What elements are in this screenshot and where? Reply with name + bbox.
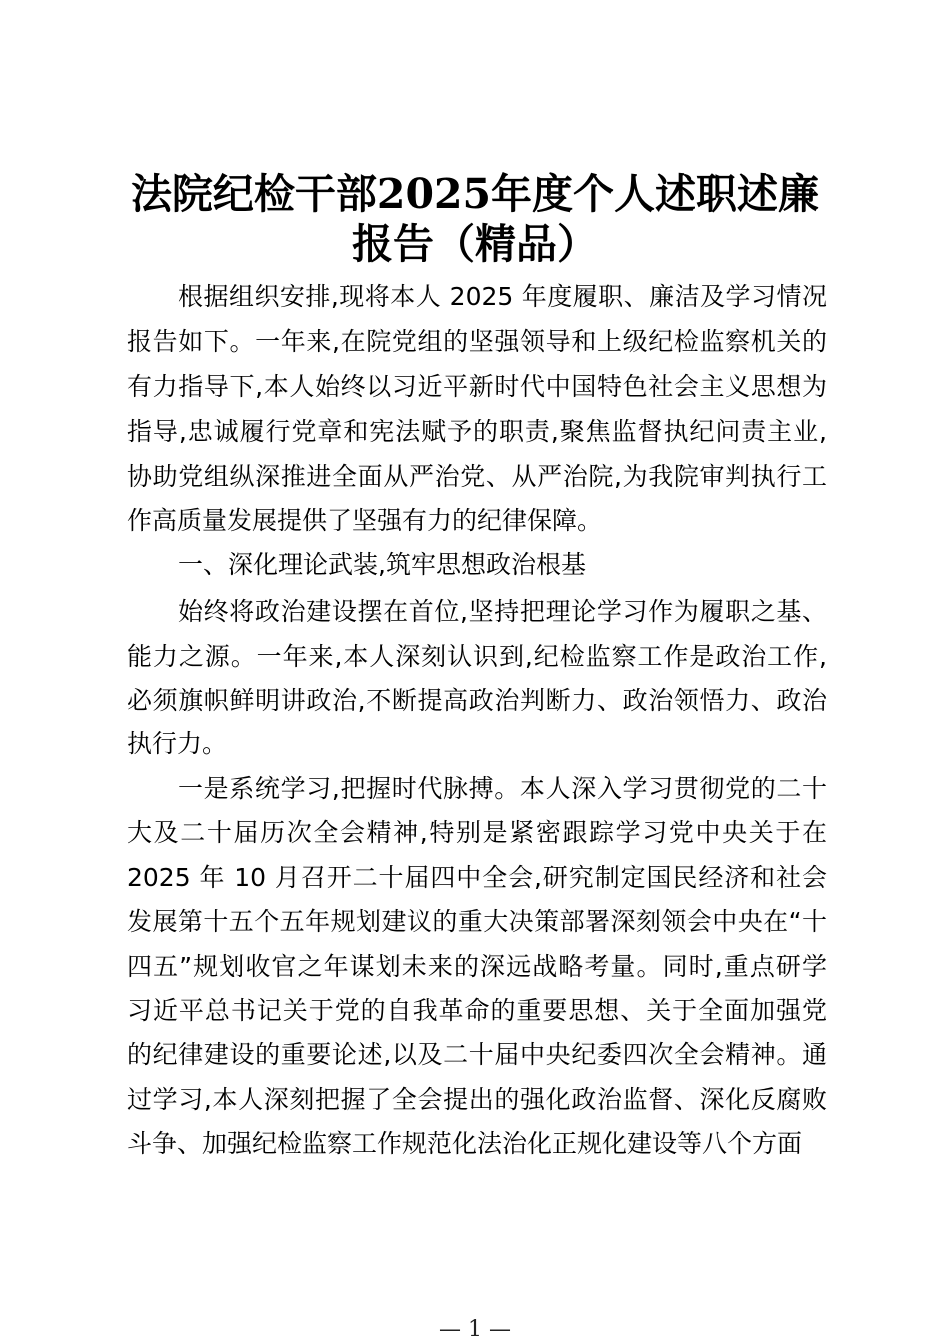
- body-line: 作高质量发展提供了坚强有力的纪律保障。: [127, 506, 603, 535]
- body-line: 必须旗帜鲜明讲政治,不断提高政治判断力、政治领悟力、政治: [127, 686, 827, 715]
- body-line: 斗争、加强纪检监察工作规范化法治化正规化建设等八个方面: [127, 1129, 803, 1158]
- document-title-line-1: 法院纪检干部2025年度个人述职述廉: [130, 170, 820, 218]
- body-line: 习近平总书记关于党的自我革命的重要思想、关于全面加强党: [127, 996, 827, 1025]
- body-line: 发展第十五个五年规划建议的重大决策部署深刻领会中央在“十: [127, 907, 827, 936]
- body-line: 执行力。: [127, 729, 228, 758]
- page-number: — 1 —: [439, 1317, 511, 1342]
- body-line: 过学习,本人深刻把握了全会提出的强化政治监督、深化反腐败: [127, 1085, 827, 1114]
- body-line: 有力指导下,本人始终以习近平新时代中国特色社会主义思想为: [127, 372, 827, 401]
- body-line: 2025 年 10 月召开二十届四中全会,研究制定国民经济和社会: [127, 863, 827, 892]
- body-line: 始终将政治建设摆在首位,坚持把理论学习作为履职之基、: [178, 597, 827, 626]
- body-line: 协助党组纵深推进全面从严治党、从严治院,为我院审判执行工: [127, 462, 827, 491]
- body-line: 的纪律建设的重要论述,以及二十届中央纪委四次全会精神。通: [127, 1040, 827, 1069]
- body-line: 指导,忠诚履行党章和宪法赋予的职责,聚焦监督执纪问责主业,: [127, 417, 827, 446]
- body-line: 报告如下。一年来,在院党组的坚强领导和上级纪检监察机关的: [127, 327, 827, 356]
- body-line: 四五”规划收官之年谋划未来的深远战略考量。同时,重点研学: [127, 952, 827, 981]
- section-heading-1: 一、深化理论武装,筑牢思想政治根基: [178, 550, 586, 579]
- body-line: 根据组织安排,现将本人 2025 年度履职、廉洁及学习情况: [178, 282, 827, 311]
- body-line: 一是系统学习,把握时代脉搏。本人深入学习贯彻党的二十: [178, 774, 827, 803]
- body-line: 能力之源。一年来,本人深刻认识到,纪检监察工作是政治工作,: [127, 642, 827, 671]
- body-line: 大及二十届历次全会精神,特别是紧密跟踪学习党中央关于在: [127, 818, 827, 847]
- document-title-line-2: 报告（精品）: [352, 220, 598, 268]
